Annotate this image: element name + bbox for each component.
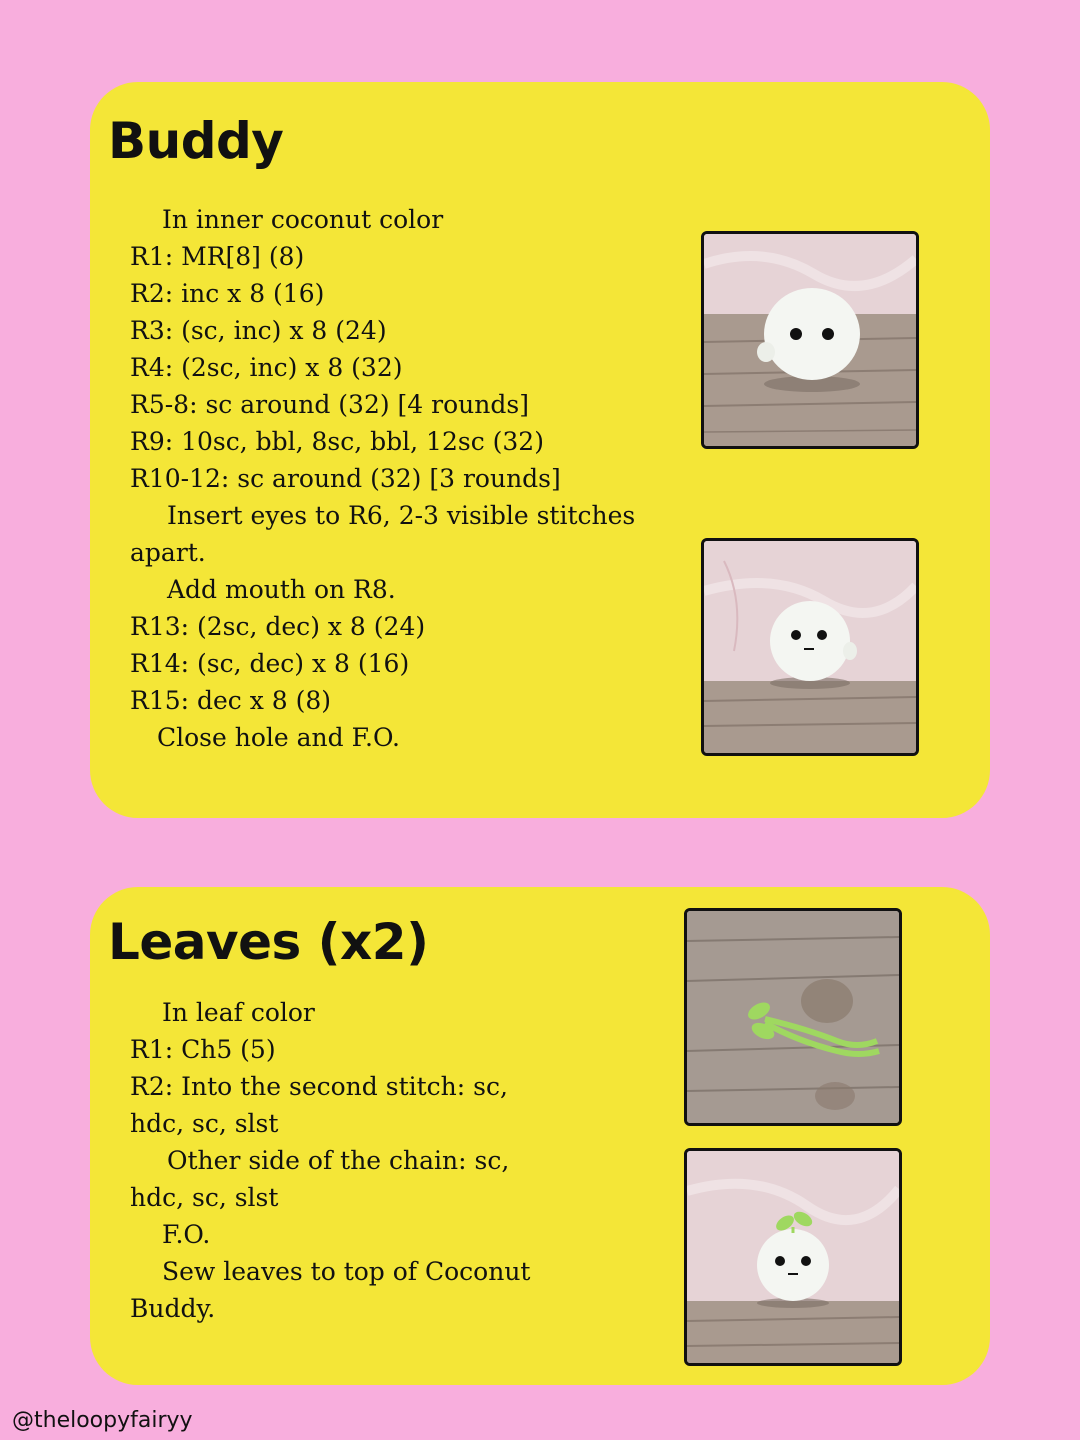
instruction-line: R1: Ch5 (5): [130, 1035, 276, 1064]
leaves-title: Leaves (x2): [108, 913, 429, 971]
instruction-line: hdc, sc, slst: [130, 1109, 279, 1138]
instruction-line: Add mouth on R8.: [167, 575, 396, 604]
instruction-line: R2: inc x 8 (16): [130, 279, 325, 308]
buddy-instructions: [130, 201, 650, 756]
instruction-line: Other side of the chain: sc,: [167, 1146, 510, 1175]
instruction-line: In leaf color: [162, 998, 315, 1027]
leaves-photo: [684, 908, 902, 1126]
instruction-line: R3: (sc, inc) x 8 (24): [130, 316, 387, 345]
instruction-line: F.O.: [162, 1220, 211, 1249]
author-handle: @theloopyfairyy: [12, 1408, 193, 1433]
crochet-green-leaves-photo: [687, 911, 899, 1123]
instruction-line: R14: (sc, dec) x 8 (16): [130, 649, 410, 678]
buddy-photo-face: [701, 538, 919, 756]
buddy-title: Buddy: [108, 112, 284, 170]
instruction-line: R9: 10sc, bbl, 8sc, bbl, 12sc (32): [130, 427, 544, 456]
instruction-line: R10-12: sc around (32) [3 rounds]: [130, 464, 561, 493]
crochet-buddy-with-leaves-photo: [687, 1151, 899, 1363]
instruction-line: R4: (2sc, inc) x 8 (32): [130, 353, 403, 382]
instruction-line: Insert eyes to R6, 2-3 visible stitches: [167, 501, 636, 530]
crochet-white-ball-face-photo: [704, 541, 916, 753]
instruction-line: Buddy.: [130, 1294, 216, 1323]
buddy-with-leaves-photo: [684, 1148, 902, 1366]
buddy-photo-plain: [701, 231, 919, 449]
instruction-line: R1: MR[8] (8): [130, 242, 305, 271]
instruction-line: Close hole and F.O.: [157, 723, 400, 752]
instruction-line: R15: dec x 8 (8): [130, 686, 332, 715]
instruction-line: hdc, sc, slst: [130, 1183, 279, 1212]
instruction-line: R5-8: sc around (32) [4 rounds]: [130, 390, 529, 419]
leaves-card: [90, 887, 990, 1385]
instruction-line: R2: Into the second stitch: sc,: [130, 1072, 508, 1101]
crochet-white-ball-eyes-photo: [704, 234, 916, 446]
buddy-card: [90, 82, 990, 818]
instruction-line: In inner coconut color: [162, 205, 444, 234]
instruction-line: Sew leaves to top of Coconut: [162, 1257, 531, 1286]
instruction-line: R13: (2sc, dec) x 8 (24): [130, 612, 426, 641]
instruction-line: apart.: [130, 538, 206, 567]
leaves-instructions: [130, 994, 650, 1327]
